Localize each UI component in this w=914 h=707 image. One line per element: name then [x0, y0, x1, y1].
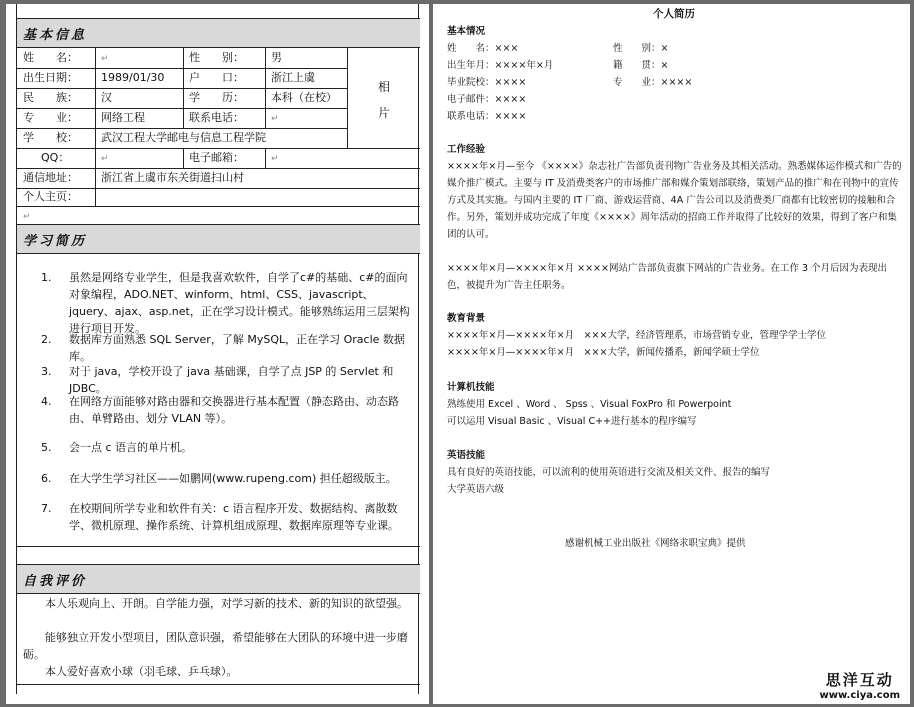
item-number: 5.	[41, 441, 52, 454]
col-divider	[183, 148, 184, 168]
work-paragraph: ××××年×月—××××年×月 ××××网站广告部负责旗下网站的广告业务。在工作 3 个月后因为表现出色，被提升为广告主任职务。	[447, 263, 888, 291]
item-number: 7.	[41, 502, 52, 515]
english-line: 具有良好的英语技能，可以流利的使用英语进行交流及相关文件、报告的编写	[447, 467, 771, 478]
row-divider	[17, 206, 420, 207]
study-item	[41, 331, 413, 365]
photo-label: 片	[377, 106, 390, 120]
self-eval-paragraph: 本人爱好喜欢小球（羽毛球、乒乓球）。	[45, 665, 238, 678]
value-email: ↵	[271, 154, 279, 164]
self-eval-paragraph: 本人乐观向上、开朗。自学能力强，对学习新的技术、新的知识的欲望强。	[45, 597, 408, 610]
education-entry: ××××年×月—××××年×月 ×××大学，新闻传播系，新闻学硕士学位	[447, 347, 760, 358]
field-school: 毕业院校：××××	[447, 77, 527, 88]
resume-page-right	[433, 4, 910, 704]
item-text: 虽然是网络专业学生，但是我喜欢软件，自学了c#的基础、c#的面向对象编程，ADO.NET、winform、html、CSS、javascript、jquery、ajax、asp.net，正在学习设计模式。能够熟练运用三层架构进行项目开发。	[69, 271, 410, 335]
item-number: 4.	[41, 395, 52, 408]
education-entry: ××××年×月—××××年×月 ×××大学，经济管理系，市场营销专业，管理学学士学位	[447, 330, 826, 341]
label-name: 姓 名：	[23, 51, 78, 64]
field-native: 籍 贯：×	[613, 60, 669, 71]
value-address: 浙江省上虞市东关街道扫山村	[101, 171, 244, 184]
label-address: 通信地址：	[23, 171, 78, 184]
watermark	[819, 669, 900, 701]
label-major: 专 业：	[23, 111, 78, 124]
paragraph-mark: ↵	[23, 212, 31, 222]
section-heading-text: 基本信息	[23, 27, 88, 43]
col-divider	[347, 48, 348, 148]
label-nation: 民 族：	[23, 91, 78, 104]
label-school: 学 校：	[23, 131, 78, 144]
photo-placeholder	[377, 74, 391, 126]
col-divider	[95, 48, 96, 206]
work-paragraph: ××××年×月—至今 《××××》杂志社广告部负责刊物广告业务及其相关活动。熟悉媒体运作模式和广告的媒介推广模式。主要与 IT 及消费类客户的市场推广部和媒介策划部联络，策划产品的推广和在刊物中的宣传方式及其实施。与国内主要的 IT 厂商、游戏运营商、4A 广告公司以及消费类厂商都有比较密切的接触和合作。另外，策划并成功完成了年度《××××》周年活动的招商工作并取得了比较好的效果，得到了客户和集团的认可。	[447, 161, 902, 240]
study-item	[41, 470, 413, 487]
field-email: 电子邮件：××××	[447, 94, 527, 105]
item-text: 在校期间所学专业和软件有关：c 语言程序开发、数据结构、离散数学、微机原理、操作系统、计算机组成原理、数据库原理等专业课。	[69, 502, 399, 532]
heading-english-skills: 英语技能	[447, 450, 486, 461]
heading-education: 教育背景	[447, 313, 486, 324]
value-school: 武汉工程大学邮电与信息工程学院	[101, 131, 266, 144]
english-line: 大学英语六级	[447, 484, 505, 495]
field-phone: 联系电话：××××	[447, 111, 527, 122]
item-text: 在大学生学习社区——如鹏网(www.rupeng.com) 担任超级版主。	[69, 472, 397, 485]
label-email: 电子邮箱：	[189, 151, 244, 164]
study-item	[41, 269, 413, 337]
section-heading-basic-info	[17, 18, 420, 48]
value-major: 网络工程	[101, 111, 145, 124]
field-major: 专 业：××××	[613, 77, 693, 88]
resume-page-left	[6, 4, 429, 704]
label-qq: QQ：	[41, 151, 70, 164]
study-item	[41, 363, 413, 397]
study-item	[41, 393, 413, 427]
label-education: 学 历：	[189, 91, 244, 104]
col-divider	[265, 148, 266, 168]
label-hukou: 户 口：	[189, 71, 244, 84]
value-hukou: 浙江上虞	[271, 71, 315, 84]
item-text: 数据库方面熟悉 SQL Server，了解 MySQL，正在学习 Oracle 数据库。	[69, 333, 405, 363]
item-number: 2.	[41, 333, 52, 346]
item-number: 1.	[41, 271, 52, 284]
watermark-name: 思洋互动	[825, 671, 894, 689]
heading-basic: 基本情况	[447, 26, 486, 37]
item-text: 对于 java，学校开设了 java 基础课，自学了点 JSP 的 Servlet 和 JDBC。	[69, 365, 394, 395]
table-bottom-border	[17, 684, 420, 685]
field-gender: 性 别：×	[613, 43, 669, 54]
section-heading-text: 自我评价	[23, 573, 88, 589]
label-gender: 性 别：	[189, 51, 244, 64]
self-eval-paragraph: 能够独立开发小型项目，团队意识强，希望能够在大团队的环境中进一步磨砺。	[23, 631, 408, 661]
section-heading-study	[17, 224, 420, 254]
watermark-url: www.ciya.com	[819, 690, 900, 701]
study-item	[41, 500, 413, 534]
value-education: 本科（在校）	[271, 91, 337, 104]
credit-line: 感谢机械工业出版社《网络求职宝典》提供	[565, 538, 746, 549]
heading-work: 工作经验	[447, 144, 486, 155]
section-heading-self-evaluation	[17, 564, 420, 594]
field-birth: 出生年月：××××年×月	[447, 60, 554, 71]
value-qq: ↵	[101, 154, 109, 164]
photo-label: 相	[377, 80, 390, 94]
col-divider	[183, 48, 184, 128]
skill-line: 可以运用 Visual Basic 、Visual C++进行基本的程序编写	[447, 416, 697, 427]
item-text: 会一点 c 语言的单片机。	[69, 441, 193, 454]
label-homepage: 个人主页：	[23, 190, 78, 203]
value-nation: 汉	[101, 91, 112, 104]
item-text: 在网络方面能够对路由器和交换器进行基本配置（静态路由、动态路由、单臂路由、划分 VLAN 等）。	[69, 395, 399, 425]
field-name: 姓 名：×××	[447, 43, 519, 54]
study-item	[41, 439, 413, 456]
section-heading-text: 学习简历	[23, 233, 88, 249]
value-gender: 男	[271, 51, 282, 64]
label-birth: 出生日期：	[23, 71, 78, 84]
heading-computer-skills: 计算机技能	[447, 382, 495, 393]
skill-line: 熟练使用 Excel 、Word 、 Spss 、Visual FoxPro 和 Powerpoint	[447, 399, 732, 410]
label-phone: 联系电话：	[189, 111, 244, 124]
value-phone: ↵	[271, 114, 279, 124]
page-title: 个人简历	[653, 8, 695, 20]
item-number: 6.	[41, 472, 52, 485]
resume-table	[16, 4, 419, 694]
col-divider	[265, 48, 266, 128]
value-birth: 1989/01/30	[101, 71, 165, 84]
row-divider	[17, 546, 420, 547]
item-number: 3.	[41, 365, 52, 378]
value-name: ↵	[101, 54, 109, 64]
